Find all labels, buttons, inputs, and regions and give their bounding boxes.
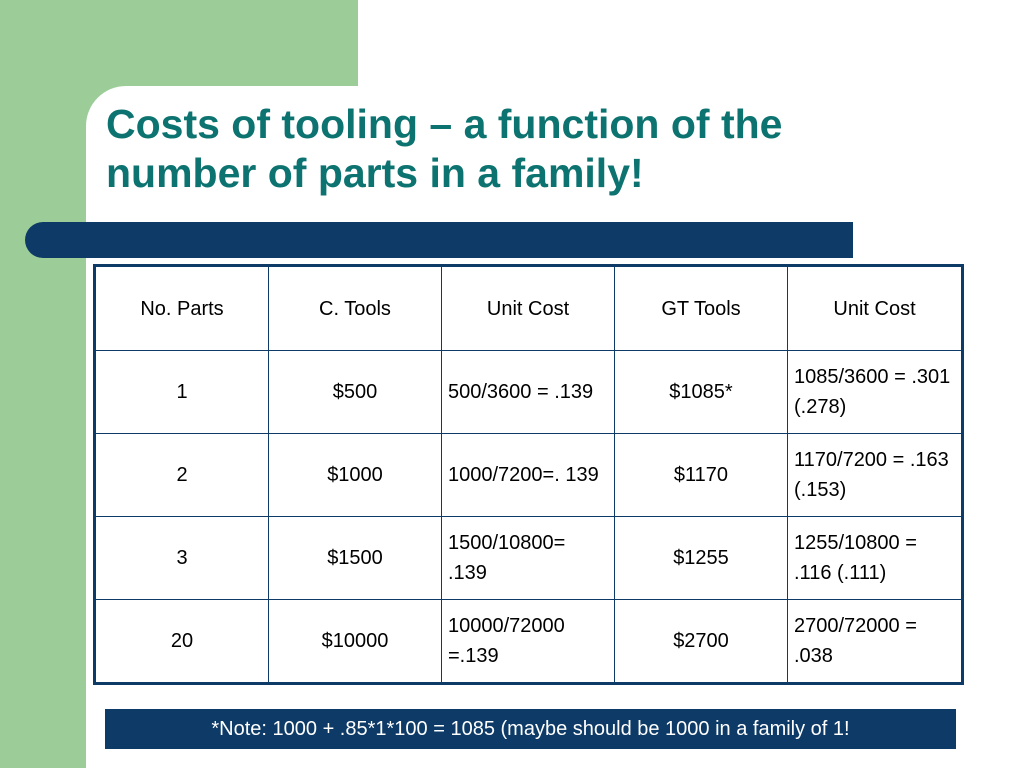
cell-unit-cost: 1500/10800= .139 [442, 517, 615, 600]
cell-gt-unit-cost: 1085/3600 = .301 (.278) [788, 351, 963, 434]
header-no-parts: No. Parts [95, 266, 269, 351]
cell-unit-cost: 1000/7200=. 139 [442, 434, 615, 517]
tooling-cost-table [93, 264, 964, 685]
cell-gt-unit-cost: 1170/7200 = .163 (.153) [788, 434, 963, 517]
cell-gt-unit-cost: 1255/10800 = .116 (.111) [788, 517, 963, 600]
cell-unit-cost: 500/3600 = .139 [442, 351, 615, 434]
header-gt-tools: GT Tools [615, 266, 788, 351]
table-row [95, 517, 963, 600]
title-underline-bar [25, 222, 853, 258]
header-unit-cost: Unit Cost [442, 266, 615, 351]
table-row [95, 434, 963, 517]
cell-c-tools: $1000 [269, 434, 442, 517]
cell-c-tools: $10000 [269, 600, 442, 684]
cell-gt-unit-cost: 2700/72000 = .038 [788, 600, 963, 684]
cell-unit-cost: 10000/72000 =.139 [442, 600, 615, 684]
cell-gt-tools: $2700 [615, 600, 788, 684]
title-line-1: Costs of tooling – a function of the [106, 101, 783, 147]
cell-no-parts: 3 [95, 517, 269, 600]
slide-title [106, 100, 986, 198]
cell-gt-tools: $1255 [615, 517, 788, 600]
cell-gt-tools: $1085* [615, 351, 788, 434]
title-line-2: number of parts in a family! [106, 150, 644, 196]
cell-gt-tools: $1170 [615, 434, 788, 517]
cell-no-parts: 20 [95, 600, 269, 684]
footnote-banner: *Note: 1000 + .85*1*100 = 1085 (maybe should be 1000 in a family of 1! [105, 709, 956, 749]
table-header-row [95, 266, 963, 351]
header-c-tools: C. Tools [269, 266, 442, 351]
cell-c-tools: $1500 [269, 517, 442, 600]
cell-no-parts: 2 [95, 434, 269, 517]
table-row [95, 351, 963, 434]
header-gt-unit-cost: Unit Cost [788, 266, 963, 351]
table-row [95, 600, 963, 684]
cell-no-parts: 1 [95, 351, 269, 434]
cell-c-tools: $500 [269, 351, 442, 434]
